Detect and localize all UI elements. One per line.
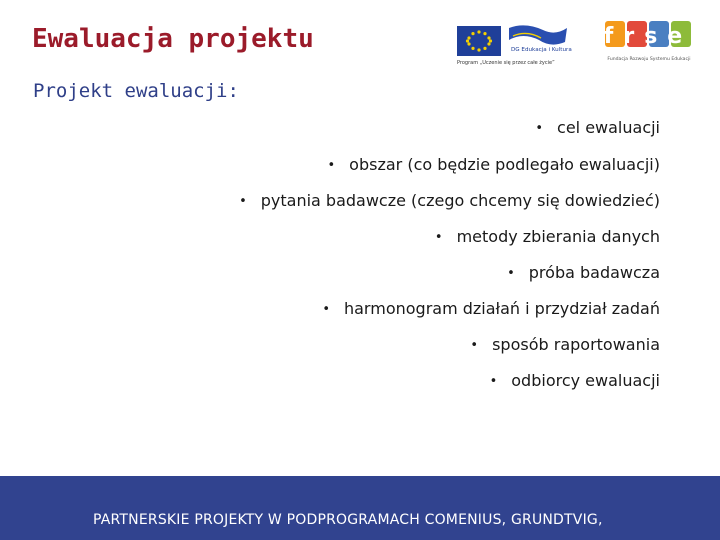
footer-text: PARTNERSKIE PROJEKTY W PODPROGRAMACH COMENIUS, GRUNDTVIG,: [93, 512, 603, 528]
bullet-dot: •: [327, 158, 336, 173]
slide-title: Ewaluacja projektu: [32, 24, 314, 54]
frse-mark: frse: [603, 24, 693, 49]
eu-program-logo: [455, 20, 590, 68]
logo-strip: [455, 18, 695, 70]
frse-caption: Fundacja Rozwoju Systemu Edukacji: [607, 57, 691, 62]
bullet-dot: •: [489, 374, 498, 389]
bullet-item: • metody zbierania danych: [434, 227, 660, 246]
bullet-dot: •: [322, 302, 330, 317]
bullet-item: • pytania badawcze (czego chcemy się dowiedzieć): [239, 191, 660, 210]
bullet-item: • odbiorcy ewaluacji: [489, 371, 660, 390]
bullet-dot: •: [239, 194, 247, 209]
bullet-item: • harmonogram działań i przydział zadań: [322, 299, 660, 318]
slide-subtitle: Projekt ewaluacji:: [33, 80, 239, 102]
bullet-item: • cel ewaluacji: [535, 118, 660, 137]
bullet-list: [100, 118, 660, 407]
frse-logo: [603, 18, 695, 70]
eu-logo-line1: DG Edukacja i Kultura: [511, 47, 572, 53]
eu-logo-line2: Program „Uczenie się przez całe życie”: [457, 60, 555, 66]
bullet-dot: •: [535, 121, 544, 136]
bullet-dot: •: [470, 338, 479, 353]
bullet-item: • obszar (co będzie podlegało ewaluacji): [327, 155, 660, 174]
bullet-dot: •: [434, 230, 443, 245]
bullet-item: • sposób raportowania: [470, 335, 660, 354]
bullet-dot: •: [507, 266, 515, 281]
bullet-item: • próba badawcza: [507, 263, 660, 282]
footer-bar: [0, 476, 720, 540]
